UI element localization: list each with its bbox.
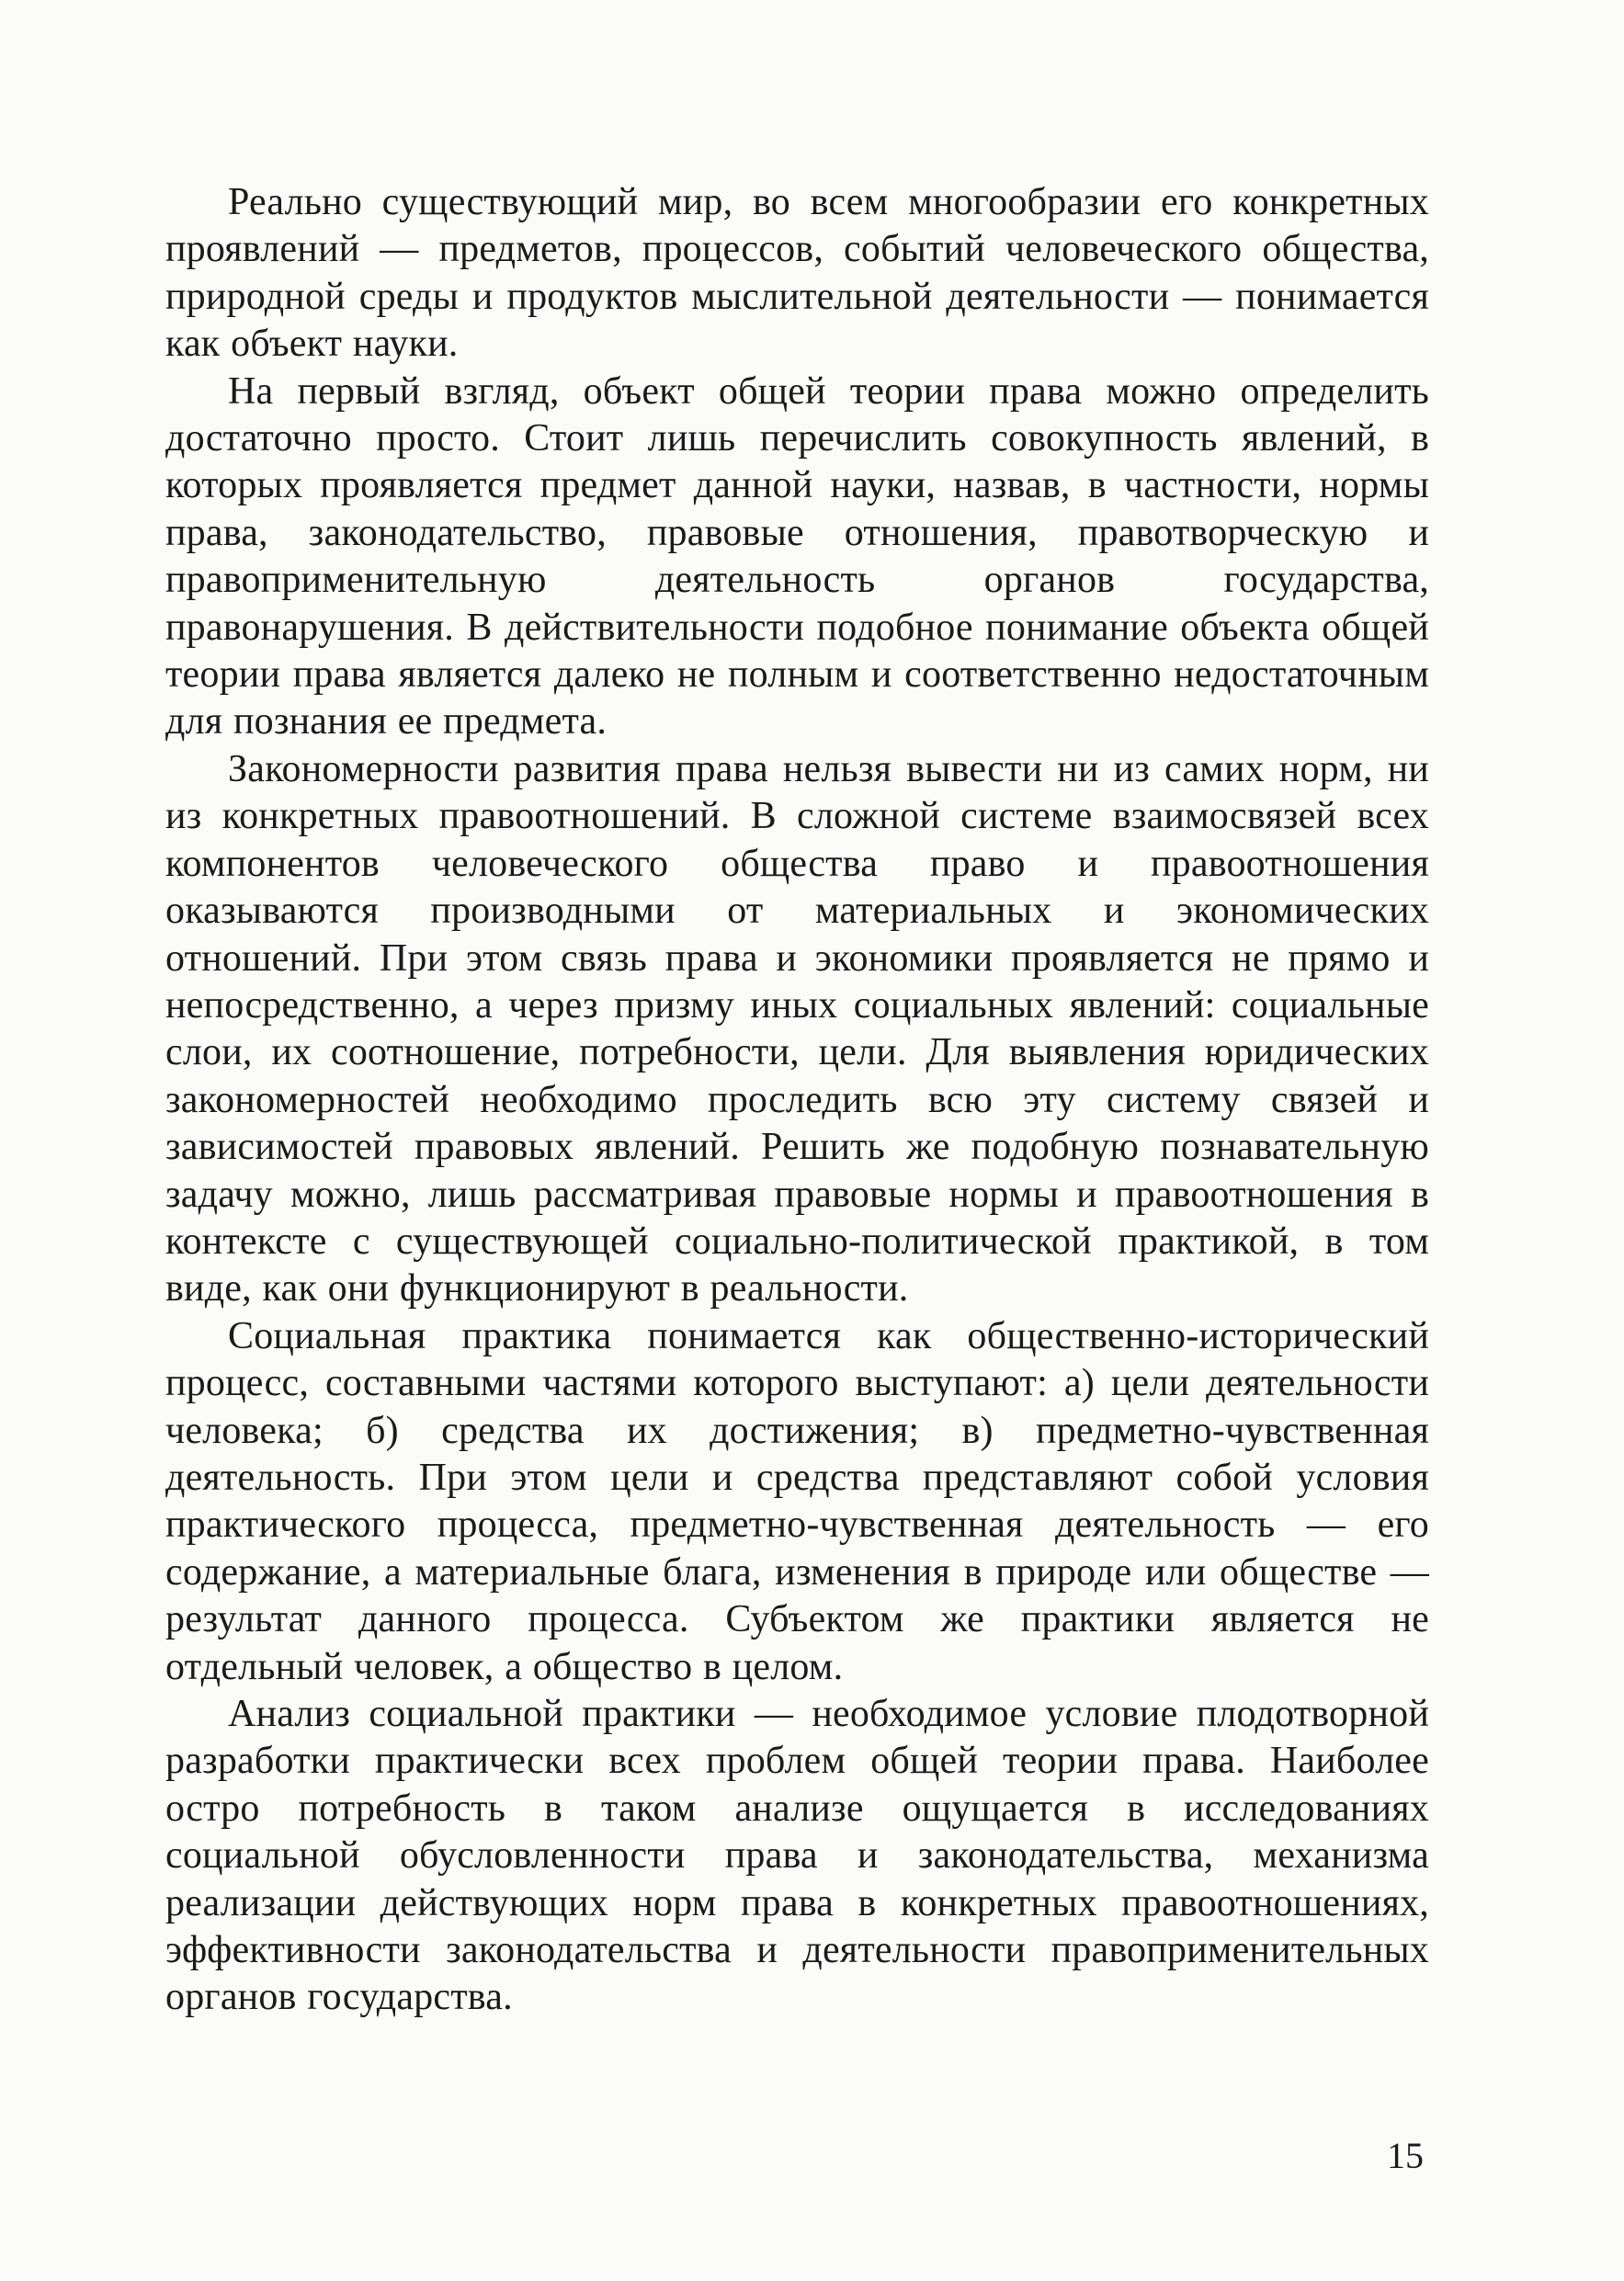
- paragraph-social-practice: Социальная практика понимается как общественно-исторический процесс, составными частями которого выступают: а) цели деятельности человека; б) средства их достижения; в) предметно-чувственная деятельность. При этом цели и средства представляют собой условия практического процесса, предметно-чувственная деятельность — его содержание, а материальные блага, изменения в природе или обществе — результат данного процесса. Субъектом же практики является не отдельный человек, а общество в целом.: [165, 1314, 1429, 1688]
- paragraph-regularities: Закономерности развития права нельзя вывести ни из самих норм, ни из конкретных правоотношений. В сложной системе взаимосвязей всех компонентов человеческого общества право и правоотношения оказываются производными от материальных и экономических отношений. При этом связь права и экономики проявляется не прямо и непосредственно, а через призму иных социальных явлений: социальные слои, их соотношение, потребности, цели. Для выявления юридических закономерностей необходимо проследить всю эту систему связей и зависимостей правовых явлений. Решить же подобную познавательную задачу можно, лишь рассматривая правовые нормы и правоотношения в контексте с существующей социально-политической практикой, в том виде, как они функционируют в реальности.: [165, 747, 1429, 1311]
- paragraph-object-of-science: Реально существующий мир, во всем многообразии его конкретных проявлений — предметов, процессов, событий человеческого общества, природной среды и продуктов мыслительной деятельности — понимается как объект науки.: [165, 181, 1429, 366]
- body-text: [165, 179, 1429, 2022]
- paragraph-object-of-theory: На первый взгляд, объект общей теории права можно определить достаточно просто. Стоит лишь перечислить совокупность явлений, в которых проявляется предмет данной науки, назвав, в частности, нормы права, законодательство, правовые отношения, правотворческую и правоприменительную деятельность органов государства, правонарушения. В действительности подобное понимание объекта общей теории права является далеко не полным и соответственно недостаточным для познания ее предмета.: [165, 369, 1429, 743]
- page-number: 15: [1387, 2135, 1424, 2176]
- paragraph-analysis: Анализ социальной практики — необходимое условие плодотворной разработки практически всех проблем общей теории права. Наиболее остро потребность в таком анализе ощущается в исследованиях социальной обусловленности права и законодательства, механизма реализации действующих норм права в конкретных правоотношениях, эффективности законодательства и деятельности правоприменительных органов государства.: [165, 1693, 1429, 2019]
